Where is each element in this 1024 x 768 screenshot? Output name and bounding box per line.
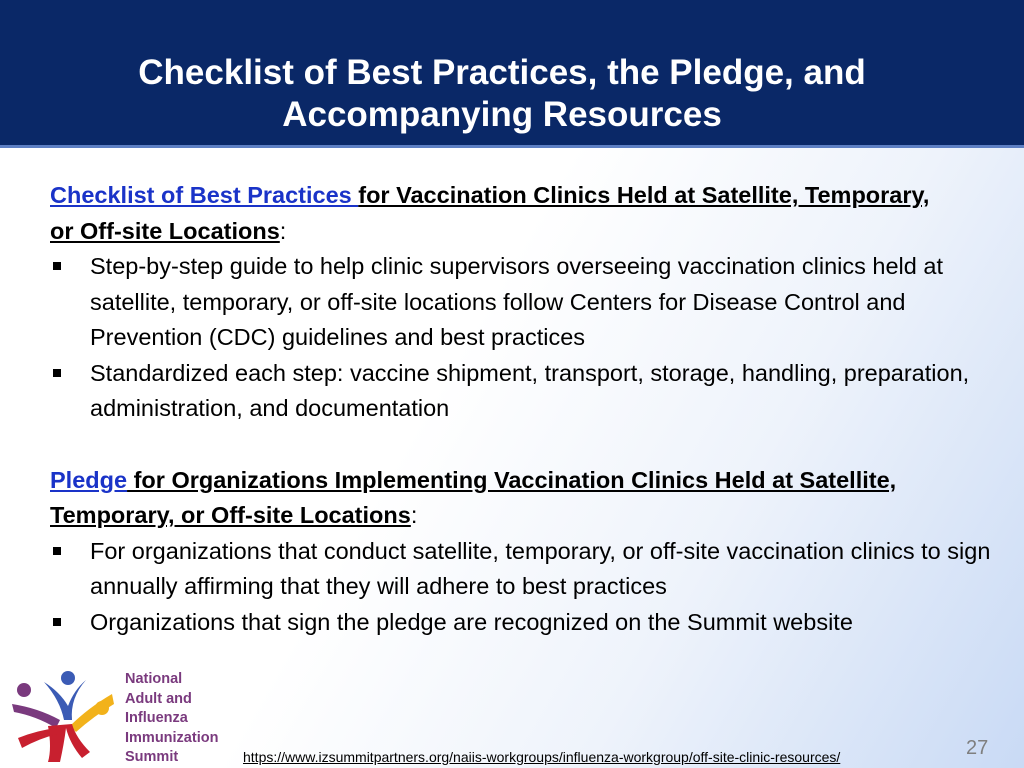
checklist-heading: [50, 178, 1010, 249]
bullet-text: Step-by-step guide to help clinic supervisors overseeing vaccination clinics held at satellite, temporary, or off-site locations follow Centers for Disease Control and Prevention (CDC) guidelines and best practices: [90, 253, 943, 350]
logo-line: National: [125, 671, 183, 687]
list-item: [50, 534, 1010, 605]
logo-arm-purple: [12, 704, 60, 728]
checklist-heading-text-2: or Off-site Locations: [50, 217, 280, 244]
list-item: [50, 356, 1010, 427]
bullet-text: Standardized each step: vaccine shipment, transport, storage, handling, preparation, administration, and documentation: [90, 359, 970, 421]
square-bullet-icon: [53, 547, 61, 555]
list-item: [50, 605, 1010, 641]
square-bullet-icon: [53, 618, 61, 626]
checklist-bullets: [50, 249, 1010, 427]
pledge-heading-text-1: for Organizations Implementing Vaccination Clinics Held at Satellite,: [127, 466, 897, 493]
pledge-bullets: [50, 534, 1010, 641]
slide-title: [0, 52, 1004, 136]
logo-body-blue: [44, 680, 86, 720]
bullet-text: For organizations that conduct satellite, temporary, or off-site vaccination clinics to sign annually affirming that they will adhere to best practices: [90, 537, 991, 599]
pledge-heading-colon: :: [410, 502, 418, 528]
logo-line: Adult and: [125, 690, 192, 707]
slide-title-line-2: Accompanying Resources: [282, 95, 722, 134]
summit-logo-text: [125, 670, 218, 768]
section-spacer: [50, 427, 1010, 463]
square-bullet-icon: [53, 369, 61, 377]
logo-arm-yellow: [70, 694, 114, 732]
list-item: [50, 249, 1010, 356]
pledge-heading-text-2: Temporary, or Off-site Locations: [50, 502, 411, 528]
pledge-heading: [50, 463, 1010, 534]
logo-line: Influenza: [125, 710, 188, 726]
slide-content: [50, 178, 1010, 640]
slide-title-line-1: Checklist of Best Practices, the Pledge, and: [138, 53, 866, 92]
resources-url-link[interactable]: https://www.izsummitpartners.org/naiis-workgroups/influenza-workgroup/off-site-clinic-resources/: [243, 749, 841, 765]
square-bullet-icon: [53, 262, 61, 270]
logo-line: Immunization: [125, 729, 219, 746]
checklist-heading-colon: :: [279, 217, 287, 244]
logo-head-blue: [61, 671, 75, 685]
slide-number: 27: [966, 737, 989, 759]
checklist-heading-text-1: for Vaccination Clinics Held at Satellite, Temporary,: [358, 182, 930, 208]
title-bar: [0, 0, 1024, 148]
logo-head-purple: [17, 683, 31, 697]
summit-people-logo-icon: [8, 668, 118, 764]
bullet-text: Organizations that sign the pledge are recognized on the Summit website: [90, 608, 853, 635]
checklist-link[interactable]: Checklist of Best Practices: [50, 182, 359, 208]
logo-line: Summit: [125, 749, 179, 765]
pledge-link[interactable]: Pledge: [50, 466, 128, 493]
